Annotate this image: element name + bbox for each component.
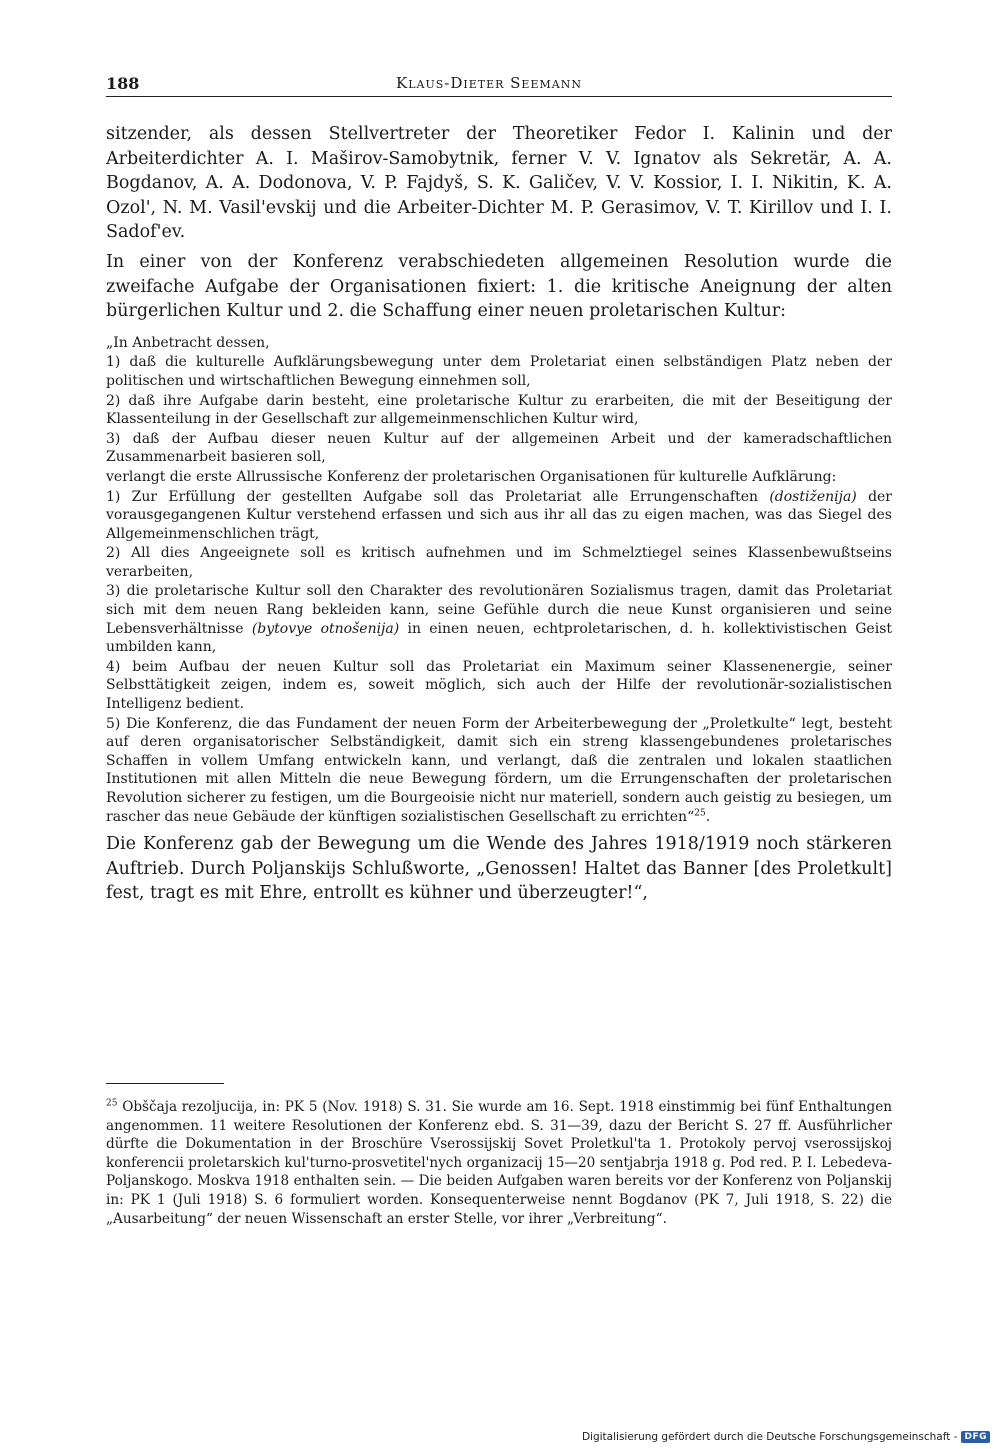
digitization-credit [582, 1431, 990, 1443]
quote-intro: „In Anbetracht dessen, [106, 334, 270, 351]
main-text [106, 122, 892, 906]
dfg-logo: DFG [961, 1431, 990, 1443]
quote-demand-3 [106, 582, 892, 656]
quote-item-2: 2) daß ihre Aufgabe darin besteht, eine proletarische Kultur zu erarbeiten, die mit der Beseitigung der Klassenteilung in der Gesellschaft zur allgemeinmenschlichen Kultur wird, [106, 392, 892, 428]
paragraph-3: Die Konferenz gab der Bewegung um die Wende des Jahres 1918/1919 noch stärkeren Auftrieb. Durch Poljanskijs Schlußworte, „Genossen! Haltet das Banner [des Proletkult] fest, tragt es mit Ehre, entrollt es kühner und überzeugter!“, [106, 834, 892, 904]
page-number: 188 [106, 74, 140, 93]
credit-text: Digitalisierung gefördert durch die Deutsche Forschungsgemeinschaft - [581, 1431, 958, 1443]
quote-demand-1-c: der vorausgegangenen Kultur verstehend erfassen und sich aus ihr all das zu eigen machen, was das Siegel des Allgemeinmenschlichen trägt, [106, 488, 893, 542]
quote-demand-1 [106, 488, 892, 544]
quote-item-3: 3) daß der Aufbau dieser neuen Kultur auf der allgemeinen Arbeit und der kameradschaftlichen Zusammenarbeit basieren soll, [106, 430, 892, 466]
quote-demand-3-c: in einen neuen, echtproletarischen, d. h. kollektivistischen Geist umbilden kann, [106, 620, 893, 656]
running-head-author: Klaus-Dieter Seemann [396, 74, 582, 92]
quote-term-bytovye: (bytovye otnošenija) [251, 620, 400, 637]
running-header [106, 72, 892, 97]
quote-item-1: 1) daß die kulturelle Aufklärungsbewegung unter dem Proletariat einen selbständigen Platz neben der politischen und wirtschaftlichen Bewegung einnehmen soll, [106, 354, 892, 389]
footnote-text: Obščaja rezoljucija, in: PK 5 (Nov. 1918) S. 31. Sie wurde am 16. Sept. 1918 einstimmig bei fünf Enthaltungen angenommen. 11 weitere Resolutionen der Konferenz ebd. S. 31—39, dazu der Bericht S. 27 ff. Ausführlicher dürfte die Dokumentation in der Broschüre Vserossijskij Sovet Proletkul'ta 1. Protokoly pervoj vserossijskoj konferencii proletarskich kul'turno-prosvetitel'nych organizacij 15—20 sentjabrja 1918 g. Pod red. P. I. Lebedeva-Poljanskogo. Moskva 1918 enthalten sein. — Die beiden Aufgaben waren bereits vor der Konferenz von Poljanskij in: PK 1 (Juli 1918) S. 6 formuliert worden. Konsequenterweise nennt Bogdanov (PK 7, Juli 1918, S. 22) die „Ausarbeitung“ der neuen Wissenschaft an erster Stelle, vor ihrer „Verbreitung“. [106, 1099, 892, 1227]
quote-term-dostizenija: (dostiženija) [769, 488, 857, 505]
quote-demand: verlangt die erste Allrussische Konferenz der proletarischen Organisationen für kulturelle Aufklärung: [106, 468, 837, 485]
quote-demand-4: 4) beim Aufbau der neuen Kultur soll das Proletariat ein Maximum seiner Klassenenergie, seiner Selbsttätigkeit zeigen, indem es, soweit möglich, sich auch der Hilfe der revolutionär-sozialistischen Intelligenz bedient. [106, 658, 892, 713]
quote-demand-2: 2) All dies Angeeignete soll es kritisch aufnehmen und im Schmelztiegel seines Klassenbewußtseins verarbeiten, [106, 545, 892, 580]
quote-demand-3-a: 3) die proletarische Kultur soll den Charakter des revolutionären Sozialismus tragen, damit das Proletariat sich mit dem neuen Rang bekleiden kann, seine Gefühle durch die neue Kunst organisieren und seine Lebensverhältnisse [106, 583, 892, 637]
footnote-reference-25[interactable]: 25 [694, 807, 706, 818]
footnote-divider [106, 1083, 224, 1084]
quote-end-period: . [705, 808, 711, 825]
resolution-quote [106, 334, 892, 826]
quote-demand-5 [106, 715, 892, 827]
quote-demand-5-text: 5) Die Konferenz, die das Fundament der neuen Form der Arbeiterbewegung der „Proletkulte“ legt, besteht auf deren organisatorischer Selbständigkeit, damit sich ein streng klassengebundenes proletarisches Schaffen in vollem Umfang entwickeln kann, und verlangt, daß die zentralen und lokalen staatlichen Institutionen mit allen Mitteln die neue Bewegung fördern, um die Errungenschaften der proletarischen Revolution sicherer zu festigen, um die Bourgeoisie nicht nur materiell, sondern auch geistig zu besiegen, um rascher das neue Gebäude der künftigen sozialistischen Gesellschaft zu errichten“ [106, 715, 892, 825]
footnote-number: 25 [106, 1098, 118, 1109]
paragraph-2: In einer von der Konferenz verabschiedeten allgemeinen Resolution wurde die zweifache Aufgabe der Organisationen fixiert: 1. die kritische Aneignung der alten bürgerlichen Kultur und 2. die Schaffung einer neuen proletarischen Kultur: [106, 251, 892, 322]
paragraph-1: sitzender, als dessen Stellvertreter der Theoretiker Fedor I. Kalinin und der Arbeiterdichter A. I. Maširov-Samobytnik, ferner V. V. Ignatov als Sekretär, A. A. Bogdanov, A. A. Dodonova, V. P. Fajdyš, S. K. Galičev, V. V. Kossior, I. I. Nikitin, K. A. Ozol', N. M. Vasil'evskij und die Arbeiter-Dichter M. P. Gerasimov, V. T. Kirillov und I. I. Sadof'ev. [106, 124, 892, 243]
quote-demand-1-a: 1) Zur Erfüllung der gestellten Aufgabe soll das Proletariat alle Errungenschaften [106, 488, 759, 505]
footnote-25 [106, 1098, 892, 1228]
